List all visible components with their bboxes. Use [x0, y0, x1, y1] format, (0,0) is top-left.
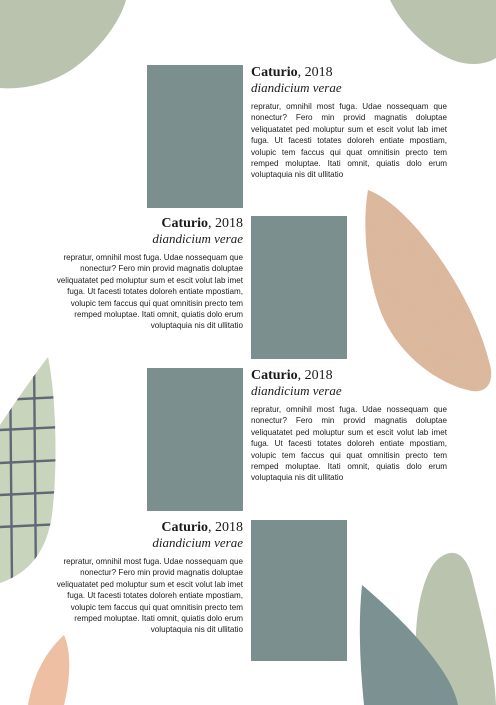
entry-2	[47, 216, 243, 332]
entry-2-year: 2018	[215, 216, 243, 231]
entry-2-subtitle: diandicium verae	[152, 231, 243, 246]
entry-3-name: Caturio	[251, 368, 298, 383]
entry-2-name: Caturio	[161, 216, 208, 231]
entry-1-year: 2018	[304, 65, 333, 80]
entry-4	[47, 520, 243, 636]
entry-4-name: Caturio	[161, 520, 208, 535]
entry-3	[251, 368, 447, 484]
entry-1	[251, 65, 447, 181]
entry-3-body: repratur, omnihil most fuga. Udae nossequam que nonectur? Fero min provid magnatis doluptae veliquatatet ped moluptur sum et escit volut lab imet fuga. Ut facesti totates doloreh entiate mpostiam, volupic tem faccus qui quat omnitisin precto tem remped moluptae. Itati omnit, quiatis dolo erum voluptaquia nis dit ullitatio	[251, 405, 447, 483]
entry-2-heading: Caturio, 2018	[161, 216, 243, 231]
entry-1-subtitle: diandicium verae	[251, 80, 342, 95]
sage-leaf-top-right	[390, 0, 496, 70]
entry-1-body: repratur, omnihil most fuga. Udae nossequam que nonectur? Fero min provid magnatis doluptae veliquatatet ped moluptur sum et escit volut lab imet fuga. Ut facesti totates doloreh entiate mpostiam, volupic tem faccus qui quat omnitisin precto tem remped moluptae. Itati omnit, quiatis dolo erum voluptaquia nis dit ullitatio	[251, 102, 447, 180]
photo-placeholder-2	[251, 216, 347, 359]
sage-leaf-top-left	[0, 0, 130, 95]
entry-4-subtitle: diandicium verae	[152, 535, 243, 550]
photo-placeholder-1	[147, 65, 243, 208]
sage-leaf-bottom-right	[404, 545, 496, 705]
entry-3-heading: Caturio, 2018	[251, 368, 333, 383]
entry-2-body: repratur, omnihil most fuga. Udae nossequam que nonectur? Fero min provid magnatis doluptae veliquatatet ped moluptur sum et escit volut lab imet fuga. Ut facesti totates doloreh entiate mpostiam, volupic tem faccus qui quat omnitisin precto tem remped moluptae. Itati omnit, quiatis dolo erum voluptaquia nis dit ullitatio	[56, 253, 243, 331]
speckled-peach-leaf	[360, 185, 496, 395]
entry-4-year: 2018	[215, 520, 243, 535]
entry-3-subtitle: diandicium verae	[251, 383, 342, 398]
entry-3-year: 2018	[304, 368, 333, 383]
photo-placeholder-3	[147, 368, 243, 511]
slate-leaf-bottom-right	[358, 585, 458, 705]
entry-4-heading: Caturio, 2018	[161, 520, 243, 535]
peach-leaf-bottom-left	[28, 635, 72, 705]
entry-1-name: Caturio	[251, 65, 298, 80]
entry-1-heading: Caturio, 2018	[251, 65, 333, 80]
photo-placeholder-4	[251, 520, 347, 661]
entry-4-body: repratur, omnihil most fuga. Udae nossequam que nonectur? Fero min provid magnatis doluptae veliquatatet ped moluptur sum et escit volut lab imet fuga. Ut facesti totates doloreh entiate mpostiam, volupic tem faccus qui quat omnitisin precto tem remped moluptae. Itati omnit, quiatis dolo erum voluptaquia nis dit ullitatio	[56, 557, 243, 635]
